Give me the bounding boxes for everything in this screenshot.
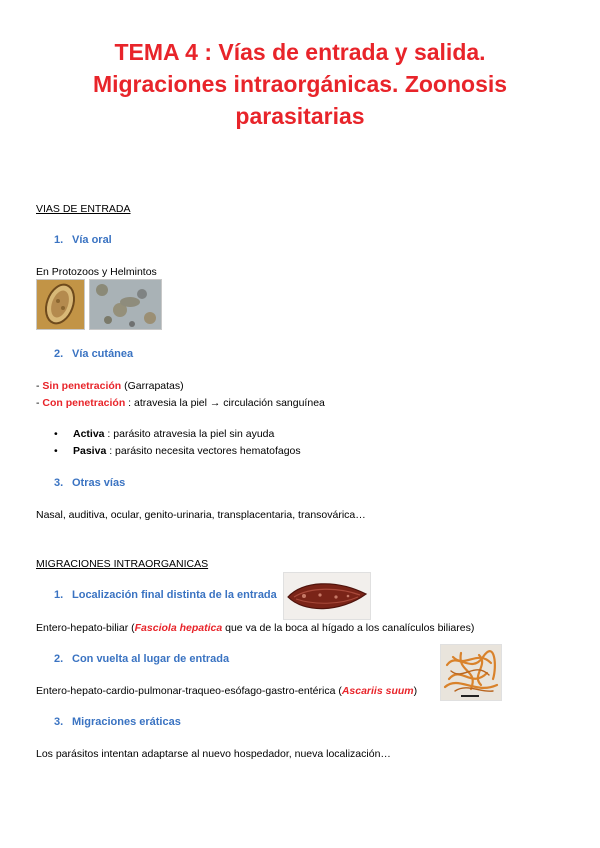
- bullet-bold: Activa: [73, 428, 105, 440]
- item-label: Otras vías: [72, 477, 126, 489]
- bullet-dot: •: [54, 445, 58, 457]
- subheading-via-cutanea: [54, 347, 133, 361]
- item-number: 3.: [54, 716, 64, 728]
- fasciola-hepatica-image: [283, 572, 371, 620]
- item-number: 3.: [54, 477, 64, 489]
- item-number: 1.: [54, 234, 64, 246]
- section-heading-migraciones: MIGRACIONES INTRAORGANICAS: [36, 558, 209, 570]
- con-penetracion-line: [36, 396, 325, 410]
- item-number: 1.: [54, 589, 64, 601]
- otras-vias-text: Nasal, auditiva, ocular, genito-urinaria, transplacentaria, transovárica…: [36, 509, 366, 521]
- sin-penetracion-label: Sin penetración: [42, 380, 122, 392]
- line-text-pre: Entero-hepato-cardio-pulmonar-traqueo-esófago-gastro-entérica (: [36, 685, 342, 697]
- line-text-post: que va de la boca al hígado a los canalículos biliares): [222, 622, 475, 634]
- subheading-migraciones-eraticas: [54, 715, 181, 729]
- item-label: Con vuelta al lugar de entrada: [72, 653, 230, 665]
- line-text-post: ): [413, 685, 418, 697]
- line-prefix: -: [36, 380, 43, 392]
- bullet-pasiva: [54, 444, 301, 458]
- bullet-text: : parásito necesita vectores hematofagos: [106, 445, 301, 457]
- bullet-bold: Pasiva: [73, 445, 107, 457]
- item-number: 2.: [54, 348, 64, 360]
- page-title: [40, 36, 560, 132]
- subheading-con-vuelta: [54, 652, 229, 666]
- bullet-dot: •: [54, 428, 58, 440]
- title-line-3: parasitarias: [235, 103, 365, 129]
- section-heading-entrada: VIAS DE ENTRADA: [36, 203, 131, 215]
- item-number: 2.: [54, 653, 64, 665]
- species-fasciola: Fasciola hepatica: [134, 622, 223, 634]
- subheading-otras-vias: [54, 476, 125, 490]
- via-oral-text: En Protozoos y Helmintos: [36, 266, 157, 278]
- item-label: Migraciones eráticas: [72, 716, 181, 728]
- migraciones-eraticas-text: Los parásitos intentan adaptarse al nuevo hospedador, nueva localización…: [36, 748, 391, 760]
- ascaris-line: [36, 684, 417, 698]
- sin-penetracion-line: [36, 379, 184, 393]
- con-penetracion-text: : atravesia la piel → circulación sanguínea: [125, 397, 325, 409]
- parasite-egg-image: [36, 279, 85, 330]
- sin-penetracion-text: (Garrapatas): [121, 380, 184, 392]
- bullet-text: : parásito atravesia la piel sin ayuda: [104, 428, 275, 440]
- line-prefix: -: [36, 397, 43, 409]
- item-label: Localización final distinta de la entrada: [72, 589, 277, 601]
- line-text-pre: Entero-hepato-biliar (: [36, 622, 135, 634]
- con-penetracion-label: Con penetración: [42, 397, 126, 409]
- bullet-activa: [54, 427, 275, 441]
- title-line-2: Migraciones intraorgánicas. Zoonosis: [92, 71, 508, 97]
- item-label: Vía cutánea: [72, 348, 134, 360]
- ascaris-suum-image: [440, 644, 502, 701]
- species-ascaris: Ascariis suum: [341, 685, 414, 697]
- microscopy-image: [89, 279, 162, 330]
- item-label: Vía oral: [72, 234, 112, 246]
- title-line-1: TEMA 4 : Vías de entrada y salida.: [114, 39, 486, 65]
- subheading-via-oral: [54, 233, 112, 247]
- subheading-localizacion-final: [54, 588, 277, 602]
- fasciola-line: [36, 621, 474, 635]
